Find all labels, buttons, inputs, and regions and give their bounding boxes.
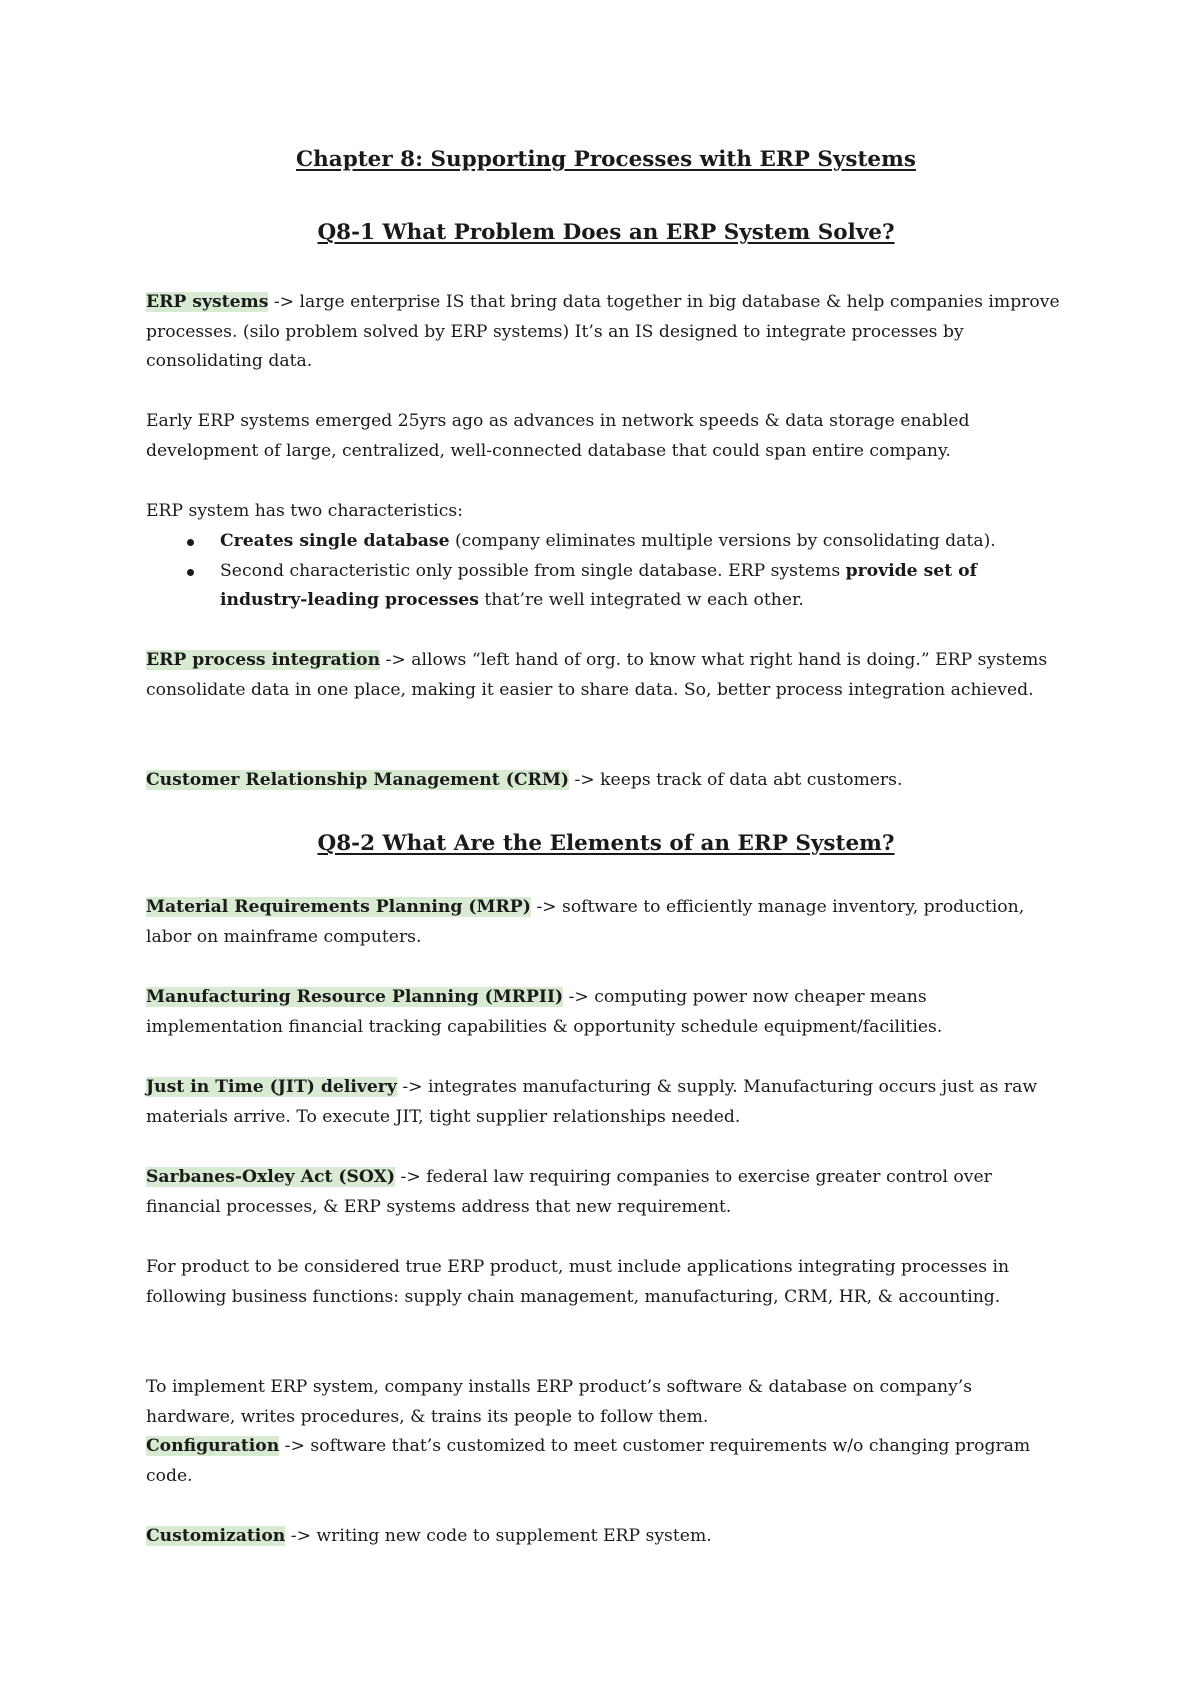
bullet-text: Second characteristic only possible from single database. ERP systems xyxy=(220,560,846,581)
paragraph-characteristics-intro: ERP system has two characteristics: xyxy=(146,501,464,521)
definition-customization: -> writing new code to supplement ERP system. xyxy=(285,1526,712,1546)
definition-erp-process-integration: -> allows “left hand of org. to know what right hand is doing.” ERP systems consolidate data in one place, making it easier to share data. So, better process integration achieved. xyxy=(146,650,1048,700)
section-heading-q8-1: Q8-1 What Problem Does an ERP System Solve? xyxy=(317,220,895,245)
paragraph-implement: To implement ERP system, company installs ERP product’s software & database on company’s hardware, writes procedures, & trains its people to follow them. xyxy=(146,1377,973,1427)
term-sox: Sarbanes-Oxley Act (SOX) xyxy=(146,1167,396,1187)
paragraph-erp-systems xyxy=(146,288,1066,377)
term-jit: Just in Time (JIT) delivery xyxy=(146,1077,397,1097)
paragraph-true-erp: For product to be considered true ERP product, must include applications integrating processes in following business functions: supply chain management, manufacturing, CRM, HR, & accounting. xyxy=(146,1257,1010,1307)
list-item xyxy=(146,557,1066,616)
definition-mrpii: -> computing power now cheaper means implementation financial tracking capabilities & opportunity schedule equipment/facilities. xyxy=(146,987,943,1037)
bullet-icon xyxy=(187,569,194,576)
definition-configuration: -> software that’s customized to meet customer requirements w/o changing program code. xyxy=(146,1436,1031,1486)
definition-jit: -> integrates manufacturing & supply. Manufacturing occurs just as raw materials arrive. To execute JIT, tight supplier relationships needed. xyxy=(146,1077,1038,1127)
paragraph-sox xyxy=(146,1163,1066,1222)
paragraph-configuration xyxy=(146,1432,1066,1491)
term-crm: Customer Relationship Management (CRM) xyxy=(146,770,569,790)
definition-erp-systems: -> large enterprise IS that bring data together in big database & help companies improve processes. (silo problem solved by ERP systems) It’s an IS designed to integrate processes by consolidating data. xyxy=(146,292,1060,371)
paragraph-mrp xyxy=(146,893,1066,952)
paragraph-jit xyxy=(146,1073,1066,1132)
bullet-text: (company eliminates multiple versions by consolidating data). xyxy=(449,531,996,551)
paragraph-process-integration xyxy=(146,646,1066,705)
bullet-icon xyxy=(187,539,194,546)
bullet-bold-text: provide set of industry-leading processes xyxy=(220,560,977,610)
term-mrp: Material Requirements Planning (MRP) xyxy=(146,897,531,917)
term-erp-process-integration: ERP process integration xyxy=(146,650,381,670)
definition-mrp: -> software to efficiently manage inventory, production, labor on mainframe computers. xyxy=(146,897,1025,947)
definition-sox: -> federal law requiring companies to exercise greater control over financial processes, & ERP systems address that new requirement. xyxy=(146,1167,992,1217)
bullet-text: that’re well integrated w each other. xyxy=(478,590,804,610)
characteristics-list xyxy=(146,527,1066,616)
paragraph-early-erp: Early ERP systems emerged 25yrs ago as advances in network speeds & data storage enabled development of large, centralized, well-connected database that could span entire company. xyxy=(146,411,970,461)
term-mrpii: Manufacturing Resource Planning (MRPII) xyxy=(146,987,564,1007)
list-item xyxy=(146,527,1066,557)
term-erp-systems: ERP systems xyxy=(146,292,269,312)
paragraph-crm xyxy=(146,766,1066,796)
document-title: Chapter 8: Supporting Processes with ERP Systems xyxy=(296,147,916,172)
bullet-bold-text: Creates single database xyxy=(220,531,450,551)
section-heading-q8-2: Q8-2 What Are the Elements of an ERP System? xyxy=(317,831,895,856)
term-customization: Customization xyxy=(146,1526,286,1546)
paragraph-mrpii xyxy=(146,983,1066,1042)
paragraph-customization xyxy=(146,1522,1066,1552)
term-configuration: Configuration xyxy=(146,1436,280,1456)
definition-crm: -> keeps track of data abt customers. xyxy=(568,770,903,790)
